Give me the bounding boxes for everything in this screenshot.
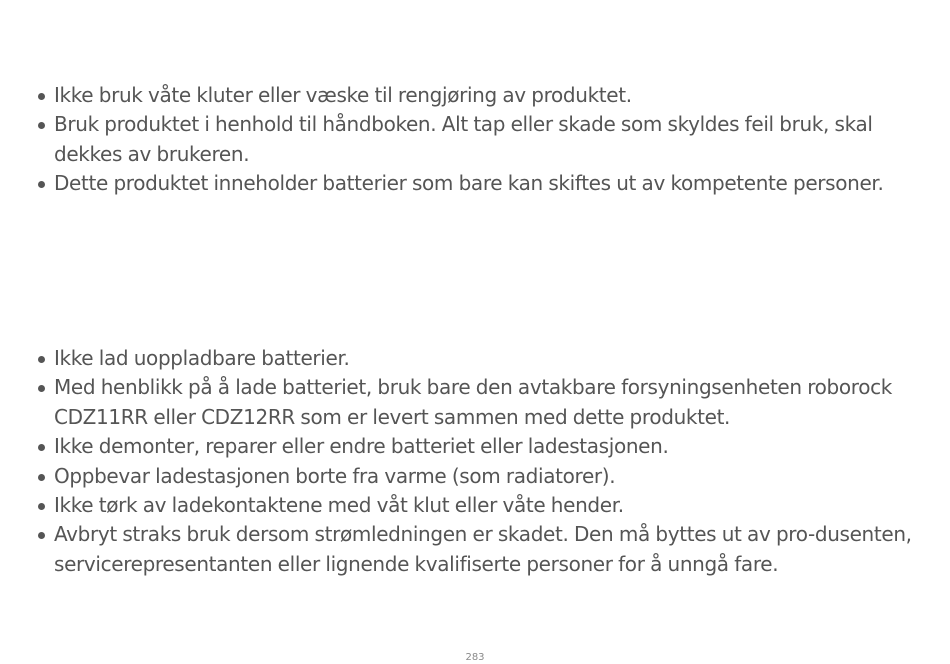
safety-list-battery [36, 344, 926, 579]
bullet-icon [38, 503, 45, 510]
bullet-icon [38, 181, 45, 188]
list-item-text: Med henblikk på å lade batteriet, bruk bare den avtakbare forsyningsenheten roborock CDZ11RR eller CDZ12RR som er levert sammen med dette produktet. [54, 375, 892, 429]
list-item [36, 491, 926, 520]
bullet-icon [38, 93, 45, 100]
list-item-text: Dette produktet inneholder batterier som bare kan skiftes ut av kompetente personer. [54, 171, 884, 196]
list-item [36, 462, 926, 491]
bullet-icon [38, 474, 45, 481]
bullet-icon [38, 444, 45, 451]
list-item-text: Oppbevar ladestasjonen borte fra varme (som radiatorer). [54, 463, 616, 488]
list-item-text: Ikke lad uoppladbare batterier. [54, 346, 350, 370]
list-item-text: Ikke demonter, reparer eller endre batteriet eller ladestasjonen. [54, 434, 669, 459]
page-number: 283 [465, 652, 485, 663]
list-item-text: Avbryt straks bruk dersom strømledningen er skadet. Den må byttes ut av pro-dusenten, servicerepresentanten eller lignende kvalifiserte personer for å unngå fare. [54, 522, 912, 576]
bullet-icon [38, 532, 45, 539]
list-item [36, 520, 926, 579]
bullet-icon [38, 122, 45, 129]
bullet-icon [38, 356, 45, 363]
list-item [36, 373, 926, 432]
list-item-text: Bruk produktet i henhold til håndboken. Alt tap eller skade som skyldes feil bruk, skal dekkes av brukeren. [54, 112, 873, 166]
safety-list-general [36, 81, 926, 199]
list-item [36, 110, 926, 169]
list-item [36, 169, 926, 198]
list-item [36, 81, 926, 110]
list-item-text: Ikke bruk våte kluter eller væske til rengjøring av produktet. [54, 83, 632, 107]
bullet-icon [38, 385, 45, 392]
list-item [36, 432, 926, 461]
list-item [36, 344, 926, 373]
list-item-text: Ikke tørk av ladekontaktene med våt klut eller våte hender. [54, 493, 624, 518]
